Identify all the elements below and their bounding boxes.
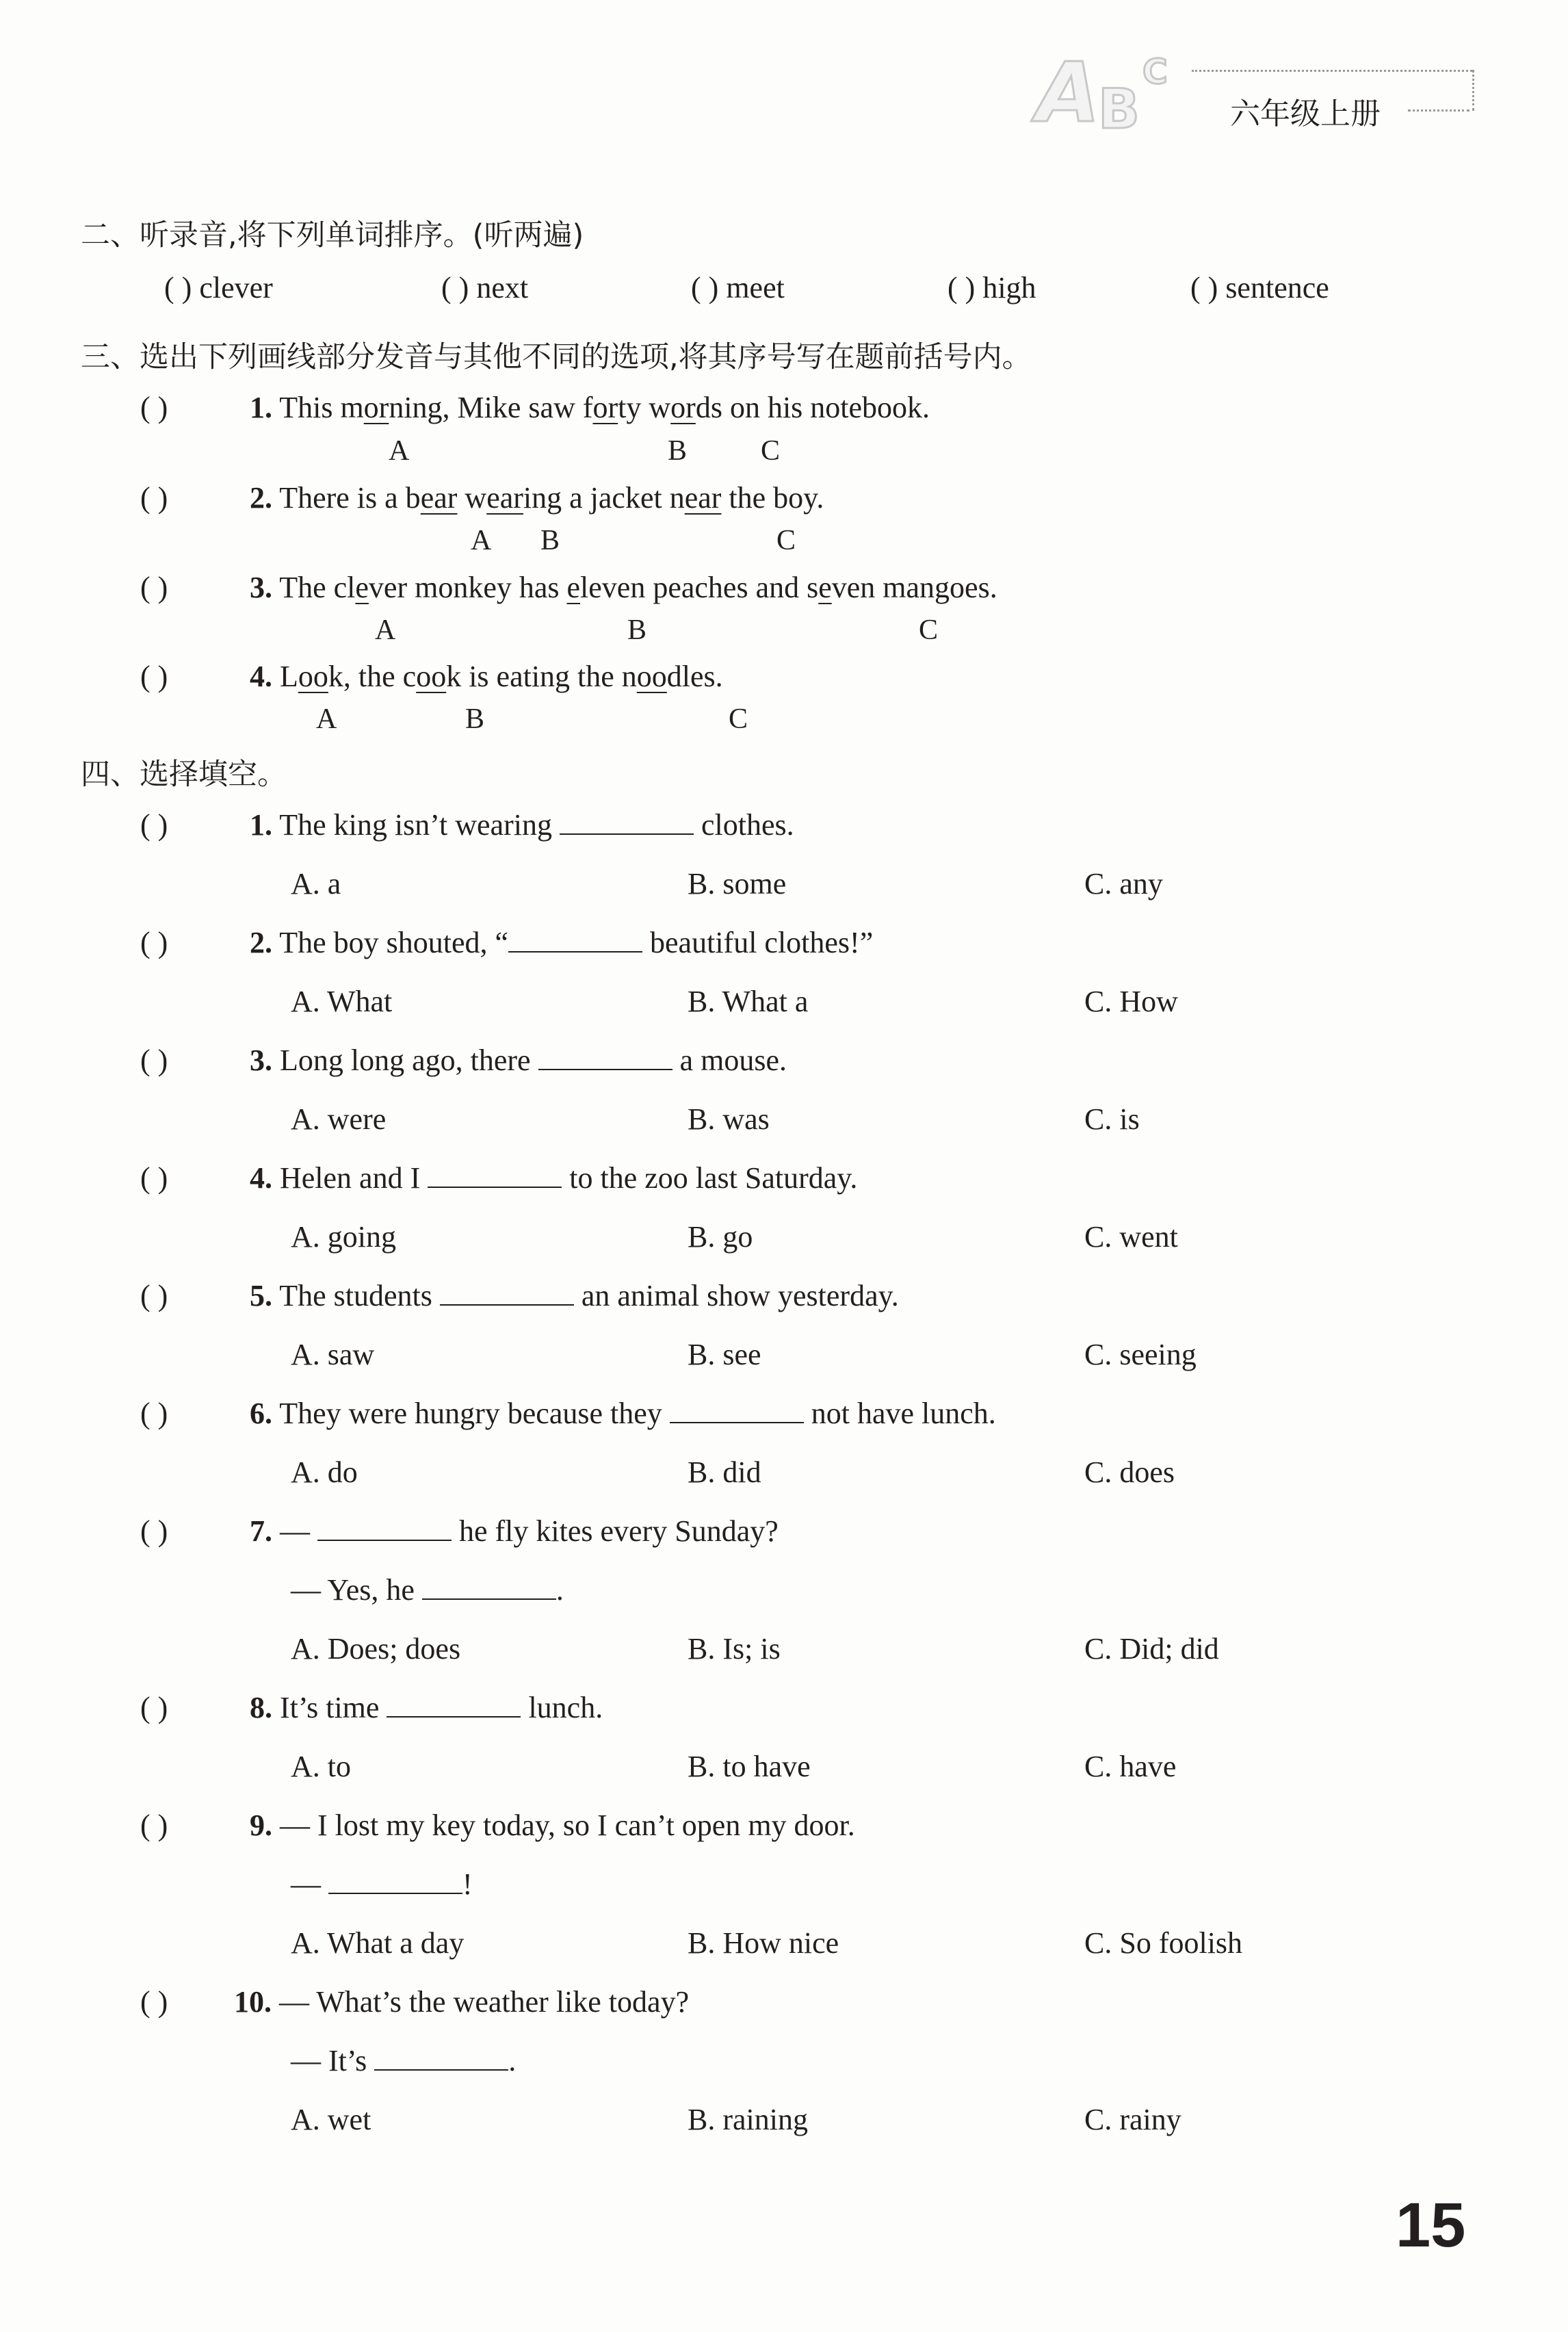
answer-blank[interactable]: [538, 1048, 672, 1070]
answer-paren: ( ): [140, 808, 168, 842]
option-c: C. Did; did: [1084, 1632, 1219, 1666]
answer-paren: ( ): [140, 1809, 168, 1842]
option-label: A: [375, 614, 396, 646]
option-b: B. was: [688, 1102, 770, 1136]
question-line2: — !: [291, 1867, 473, 1901]
answer-blank[interactable]: [387, 1696, 521, 1718]
answer-paren: ( ): [140, 926, 168, 959]
svg-text:A: A: [1036, 46, 1100, 138]
option-c: C. rainy: [1084, 2103, 1181, 2136]
option-a: A. a: [291, 867, 341, 901]
option-b: B. go: [688, 1220, 753, 1254]
answer-paren: ( ): [140, 1161, 168, 1195]
ordering-item: ( ) sentence: [1190, 271, 1329, 305]
ordering-item: ( ) next: [441, 271, 529, 305]
answer-paren: ( ): [140, 660, 168, 693]
question-item: 3. Long long ago, there a mouse.: [250, 1044, 787, 1077]
option-b: B. What a: [688, 985, 809, 1018]
answer-paren: ( ): [140, 391, 168, 424]
option-label: A: [389, 435, 410, 467]
question-item: 4. Look, the cook is eating the noodles.: [250, 660, 723, 693]
option-a: A. What a day: [291, 1926, 465, 1960]
answer-blank[interactable]: [508, 931, 642, 953]
header-grade: 六年级上册: [1230, 96, 1381, 131]
option-b: B. some: [688, 867, 787, 901]
question-item: 9. — I lost my key today, so I can’t open my door.: [250, 1809, 855, 1842]
answer-blank[interactable]: [328, 1872, 462, 1894]
ordering-item: ( ) meet: [691, 271, 785, 305]
option-label: C: [729, 703, 748, 735]
option-a: A. Does; does: [291, 1632, 461, 1666]
question-item: 5. The students an animal show yesterday.: [250, 1279, 899, 1312]
option-label: A: [316, 703, 337, 735]
section4-title: 四、选择填空。: [81, 757, 287, 792]
answer-paren: ( ): [140, 1044, 168, 1077]
abc-logo-icon: [1030, 36, 1207, 138]
page-number: 15: [1396, 2190, 1466, 2260]
answer-paren: ( ): [140, 571, 168, 604]
answer-blank[interactable]: [317, 1519, 452, 1541]
option-b: B. see: [688, 1338, 761, 1371]
svg-text:C: C: [1142, 52, 1168, 92]
section3-title: 三、选出下列画线部分发音与其他不同的选项,将其序号写在题前括号内。: [81, 340, 1032, 374]
option-a: A. What: [291, 985, 393, 1018]
header-dots: [1408, 109, 1469, 112]
answer-blank[interactable]: [670, 1401, 804, 1423]
option-a: A. going: [291, 1220, 396, 1254]
answer-blank[interactable]: [428, 1166, 562, 1188]
answer-blank[interactable]: [560, 813, 694, 835]
answer-paren: ( ): [140, 481, 168, 515]
option-label: B: [540, 525, 560, 556]
option-b: B. raining: [688, 2103, 808, 2136]
option-label: B: [627, 614, 647, 646]
question-item: 6. They were hungry because they not have lunch.: [250, 1397, 996, 1430]
question-item: 7. — he fly kites every Sunday?: [250, 1514, 779, 1548]
answer-paren: ( ): [140, 1279, 168, 1312]
option-label: B: [668, 435, 688, 467]
answer-paren: ( ): [140, 1985, 168, 2019]
option-label: A: [471, 525, 492, 556]
option-b: B. Is; is: [688, 1632, 781, 1666]
option-c: C. any: [1084, 867, 1163, 901]
header-logo: [1030, 36, 1207, 138]
option-c: C. does: [1084, 1455, 1175, 1489]
answer-paren: ( ): [140, 1514, 168, 1548]
ordering-item: ( ) high: [948, 271, 1036, 305]
question-item: 3. The clever monkey has eleven peaches and seven mangoes.: [250, 571, 997, 604]
question-item: 10. — What’s the weather like today?: [234, 1985, 690, 2019]
option-label: C: [776, 525, 796, 556]
option-label: C: [919, 614, 939, 646]
option-c: C. So foolish: [1084, 1926, 1243, 1960]
option-b: B. How nice: [688, 1926, 839, 1960]
question-line2: — It’s .: [291, 2044, 517, 2077]
option-b: B. did: [688, 1455, 761, 1489]
svg-text:B: B: [1098, 77, 1140, 138]
option-b: B. to have: [688, 1750, 811, 1783]
option-a: A. were: [291, 1102, 387, 1136]
option-c: C. How: [1084, 985, 1178, 1018]
option-c: C. have: [1084, 1750, 1177, 1783]
option-c: C. is: [1084, 1102, 1140, 1136]
question-item: 1. This morning, Mike saw forty words on his notebook.: [250, 391, 930, 424]
question-item: 1. The king isn’t wearing clothes.: [250, 808, 794, 842]
question-line2: — Yes, he .: [291, 1573, 564, 1607]
answer-blank[interactable]: [374, 2049, 508, 2071]
option-c: C. seeing: [1084, 1338, 1197, 1371]
question-item: 4. Helen and I to the zoo last Saturday.: [250, 1161, 858, 1195]
option-c: C. went: [1084, 1220, 1178, 1254]
answer-blank[interactable]: [440, 1284, 574, 1306]
option-label: B: [465, 703, 485, 735]
option-a: A. do: [291, 1455, 358, 1489]
section2-title: 二、听录音,将下列单词排序。(听两遍): [81, 218, 584, 252]
ordering-item: ( ) clever: [164, 271, 273, 305]
question-item: 2. There is a bear wearing a jacket near the boy.: [250, 481, 824, 515]
question-item: 8. It’s time lunch.: [250, 1691, 603, 1724]
header-rule: [1192, 70, 1472, 72]
answer-paren: ( ): [140, 1691, 168, 1724]
answer-blank[interactable]: [422, 1578, 556, 1600]
question-item: 2. The boy shouted, “ beautiful clothes!”: [250, 926, 874, 959]
option-a: A. saw: [291, 1338, 375, 1371]
option-a: A. wet: [291, 2103, 371, 2136]
answer-paren: ( ): [140, 1397, 168, 1430]
option-a: A. to: [291, 1750, 351, 1783]
header-rule-vertical: [1472, 70, 1474, 111]
option-label: C: [761, 435, 781, 467]
